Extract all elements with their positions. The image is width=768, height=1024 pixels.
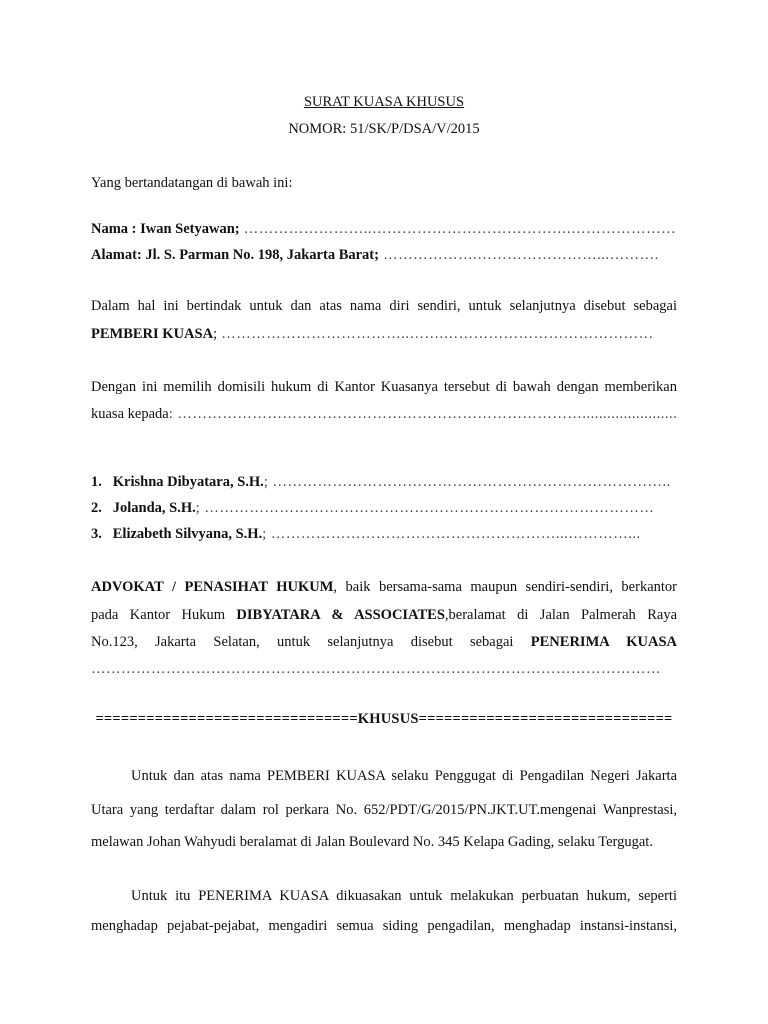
para1-line-3: melawan Johan Wahyudi beralamat di Jalan Boulevard No. 345 Kelapa Gading, selaku Tergugat. [91,834,653,850]
domisili-label: kuasa kepada [91,406,169,422]
document-number: NOMOR: 51/SK/P/DSA/V/2015 [288,121,480,137]
alamat-label: Alamat: Jl. S. Parman No. 198, Jakarta Barat; [91,247,379,263]
list-item-number: 2. [91,500,102,516]
list-item-dots: ; ……………………………………………………………………………… [195,500,655,516]
list-item [91,498,677,518]
list-item [91,472,677,492]
intro-text: Yang bertandatangan di bawah ini: [91,175,293,191]
advokat-dots: …………………………………………………………………………………………………… [91,661,661,677]
domisili-line-1: Dengan ini memilih domisili hukum di Kantor Kuasanya tersebut di bawah dengan memberikan [91,379,677,395]
advokat-text-1: , baik bersama-sama maupun sendiri-sendiri, berkantor [333,579,677,595]
list-item-name: Jolanda, S.H. [112,500,196,516]
document-title: SURAT KUASA KHUSUS [303,94,465,110]
list-item-name: Krishna Dibyatara, S.H. [112,474,264,490]
para2-line-2: menghadap pejabat-pejabat, mengadiri semua siding pengadilan, menghadap instansi-instansi, [91,918,677,934]
list-item-dots: ; …………………………………………………...…………... [262,526,641,542]
para1-line-1: Untuk dan atas nama PEMBERI KUASA selaku Penggugat di Pengadilan Negeri Jakarta [131,768,677,784]
bertindak-line-2 [91,324,677,344]
bertindak-dots: ………………………………..…….…………………………………… [217,326,654,342]
penerima-kuasa-label: PENERIMA KUASA [530,634,678,650]
advokat-text-3a: No.123, Jakarta Selatan, untuk selanjutnya disebut sebagai [91,634,531,650]
bertindak-semicolon: ; [213,326,218,342]
para2-line-1: Untuk itu PENERIMA KUASA dikuasakan untuk melakukan perbuatan hukum, seperti [131,888,677,904]
list-item-number: 3. [91,526,102,542]
advokat-label: ADVOKAT / PENASIHAT HUKUM [91,579,334,595]
nama-label: Nama : Iwan Setyawan; [91,221,240,237]
advokat-text-2b: ,beralamat di Jalan Palmerah Raya [444,607,678,623]
domisili-dots: : ………………………………………………………………………....................... [168,406,677,422]
domisili-line-2 [91,404,677,424]
nama-line [91,219,677,239]
advokat-line-1 [91,577,677,597]
nama-dots: ……………………..………………………………….………………… [239,221,677,237]
list-item [91,524,677,544]
para1-line-2: Utara yang terdaftar dalam rol perkara No. 652/PDT/G/2015/PN.JKT.UT.mengenai Wanprestasi, [91,802,677,818]
alamat-dots: ……………….……………………...………. [378,247,659,263]
advokat-line-3 [91,632,677,652]
list-item-dots: ; …………………………………………………………………….. [263,474,671,490]
list-item-name: Elizabeth Silvyana, S.H. [112,526,263,542]
advokat-line-2 [91,605,677,625]
pemberi-kuasa-label: PEMBERI KUASA [91,326,214,342]
khusus-divider: ===============================KHUSUS============================== [95,711,673,727]
list-item-number: 1. [91,474,102,490]
advokat-text-2a: pada Kantor Hukum [91,607,237,623]
bertindak-line-1: Dalam hal ini bertindak untuk dan atas nama diri sendiri, untuk selanjutnya disebut sebagai [91,298,677,314]
alamat-line [91,245,677,265]
firm-name: DIBYATARA & ASSOCIATES [236,607,445,623]
